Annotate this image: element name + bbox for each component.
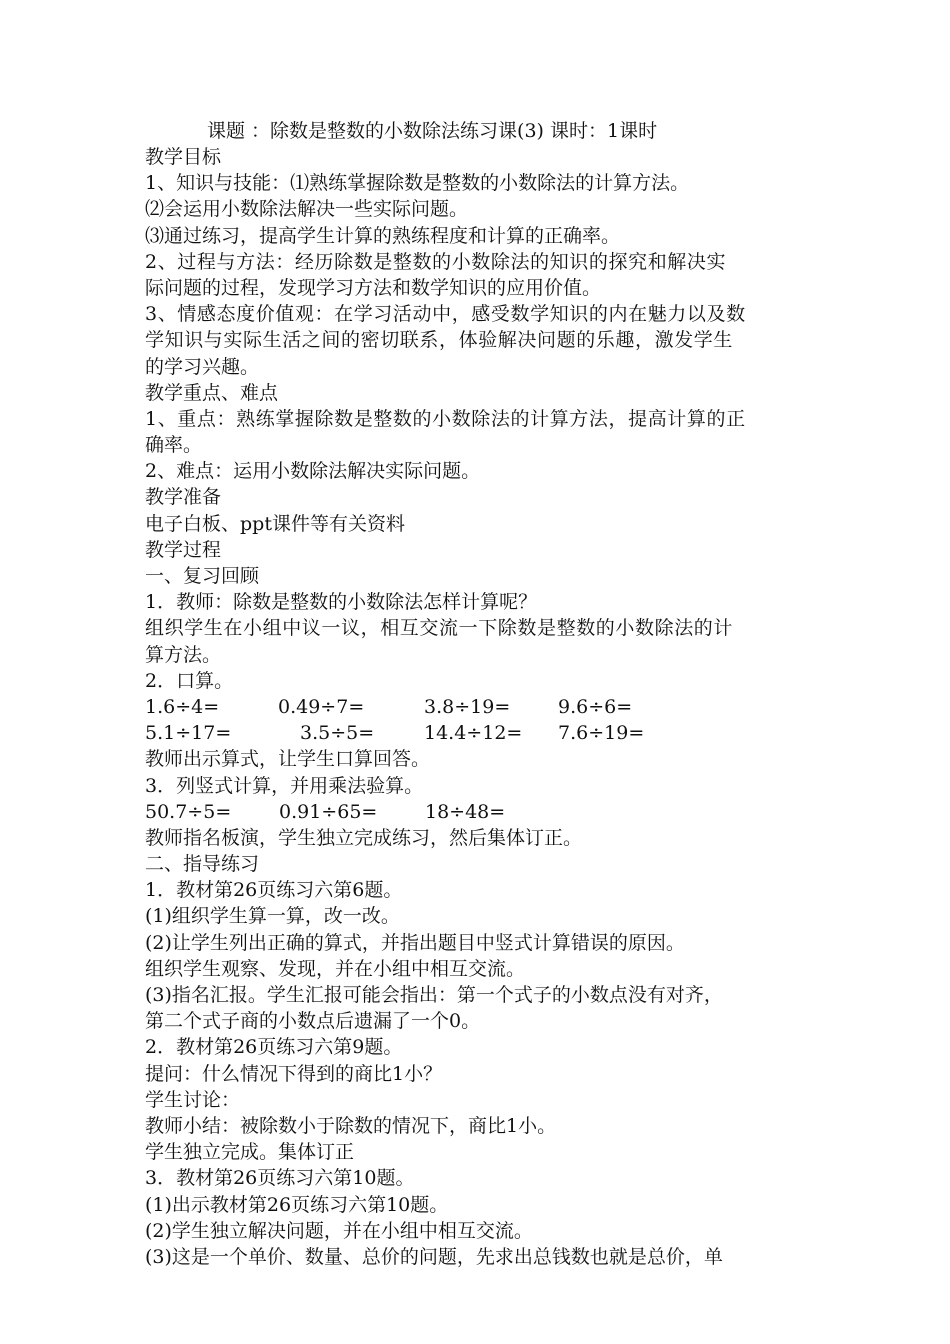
oral-calc-expression: 3.8÷19= — [424, 695, 511, 718]
guided-line: (2)学生独立解决问题，并在小组中相互交流。 — [145, 1219, 533, 1242]
guided-line: 学生独立完成。集体订正 — [145, 1141, 355, 1164]
guided-line: (1)出示教材第26页练习六第10题。 — [145, 1193, 449, 1216]
guided-line: 教师小结：被除数小于除数的情况下，商比1小。 — [145, 1114, 557, 1137]
review-question: 1．教师：除数是整数的小数除法怎样计算呢？ — [145, 591, 538, 614]
review-note: 教师出示算式，让学生口算回答。 — [145, 748, 431, 771]
guided-line: (1)组织学生算一算，改一改。 — [145, 905, 400, 928]
subsection-heading-guided: 二、指导练习 — [145, 853, 260, 876]
objective-line: 际问题的过程，发现学习方法和数学知识的应用价值。 — [145, 276, 602, 299]
oral-calc-expression: 5.1÷17= — [145, 722, 232, 745]
section-heading-key-points: 教学重点、难点 — [145, 381, 279, 404]
oral-calc-expression: 0.49÷7= — [278, 695, 365, 718]
vertical-calc-expression: 0.91÷65= — [279, 800, 378, 823]
review-note: 教师指名板演，学生独立完成练习，然后集体订正。 — [145, 826, 583, 849]
oral-calc-row — [145, 694, 815, 720]
objective-line: 学知识与实际生活之间的密切联系，体验解决问题的乐趣，激发学生 — [145, 329, 734, 352]
guided-line: 学生讨论： — [145, 1088, 241, 1111]
section-heading-preparation: 教学准备 — [145, 486, 222, 509]
guided-line: 2．教材第26页练习六第9题。 — [145, 1036, 403, 1059]
oral-calc-expression: 9.6÷6= — [558, 695, 633, 718]
guided-line: (3)指名汇报。学生汇报可能会指出：第一个式子的小数点没有对齐， — [145, 984, 723, 1006]
key-point-line: 1、重点：熟练掌握除数是整数的小数除法的计算方法，提高计算的正 — [145, 407, 746, 430]
subsection-heading-review: 一、复习回顾 — [145, 565, 260, 587]
guided-line: (2)让学生列出正确的算式，并指出题目中竖式计算错误的原因。 — [145, 931, 685, 954]
guided-line: 组织学生观察、发现，并在小组中相互交流。 — [145, 957, 526, 980]
oral-calc-expression: 14.4÷12= — [424, 722, 523, 745]
vertical-calc-row — [145, 799, 815, 825]
section-heading-process: 教学过程 — [145, 538, 222, 561]
guided-line: (3)这是一个单价、数量、总价的问题，先求出总钱数也就是总价，单 — [145, 1245, 723, 1268]
review-text: 算方法。 — [145, 643, 222, 666]
document-page — [145, 118, 815, 1270]
preparation-text: 电子白板、ppt课件等有关资料 — [145, 512, 405, 535]
objective-line: 3、情感态度价值观：在学习活动中，感受数学知识的内在魅力以及数 — [145, 303, 746, 326]
review-question: 2．口算。 — [145, 669, 234, 692]
review-text: 组织学生在小组中议一议，相互交流一下除数是整数的小数除法的计 — [145, 617, 734, 640]
guided-line: 第二个式子商的小数点后遗漏了一个0。 — [145, 1010, 481, 1033]
oral-calc-row — [145, 720, 815, 746]
vertical-calc-expression: 50.7÷5= — [145, 800, 232, 823]
objective-line: 1、知识与技能：⑴熟练掌握除数是整数的小数除法的计算方法。 — [145, 172, 690, 195]
key-point-line: 2、难点：运用小数除法解决实际问题。 — [145, 460, 481, 483]
guided-line: 提问：什么情况下得到的商比1小？ — [145, 1062, 443, 1085]
objective-line: 2、过程与方法：经历除数是整数的小数除法的知识的探究和解决实 — [145, 250, 727, 273]
objective-line: 的学习兴趣。 — [145, 355, 260, 378]
review-question: 3．列竖式计算，并用乘法验算。 — [145, 774, 424, 797]
key-point-line: 确率。 — [145, 434, 203, 457]
vertical-calc-expression: 18÷48= — [425, 800, 506, 823]
oral-calc-expression: 3.5÷5= — [300, 722, 375, 745]
objective-line: ⑵会运用小数除法解决一些实际问题。 — [145, 198, 469, 221]
guided-line: 3．教材第26页练习六第10题。 — [145, 1167, 415, 1190]
oral-calc-expression: 1.6÷4= — [145, 695, 220, 718]
objective-line: ⑶通过练习，提高学生计算的熟练程度和计算的正确率。 — [145, 224, 621, 247]
oral-calc-expression: 7.6÷19= — [558, 722, 645, 745]
lesson-title: 课题 ：除数是整数的小数除法练习课(3) 课时：1课时 — [207, 120, 658, 142]
section-heading-objectives: 教学目标 — [145, 146, 222, 168]
guided-line: 1．教材第26页练习六第6题。 — [145, 879, 403, 902]
